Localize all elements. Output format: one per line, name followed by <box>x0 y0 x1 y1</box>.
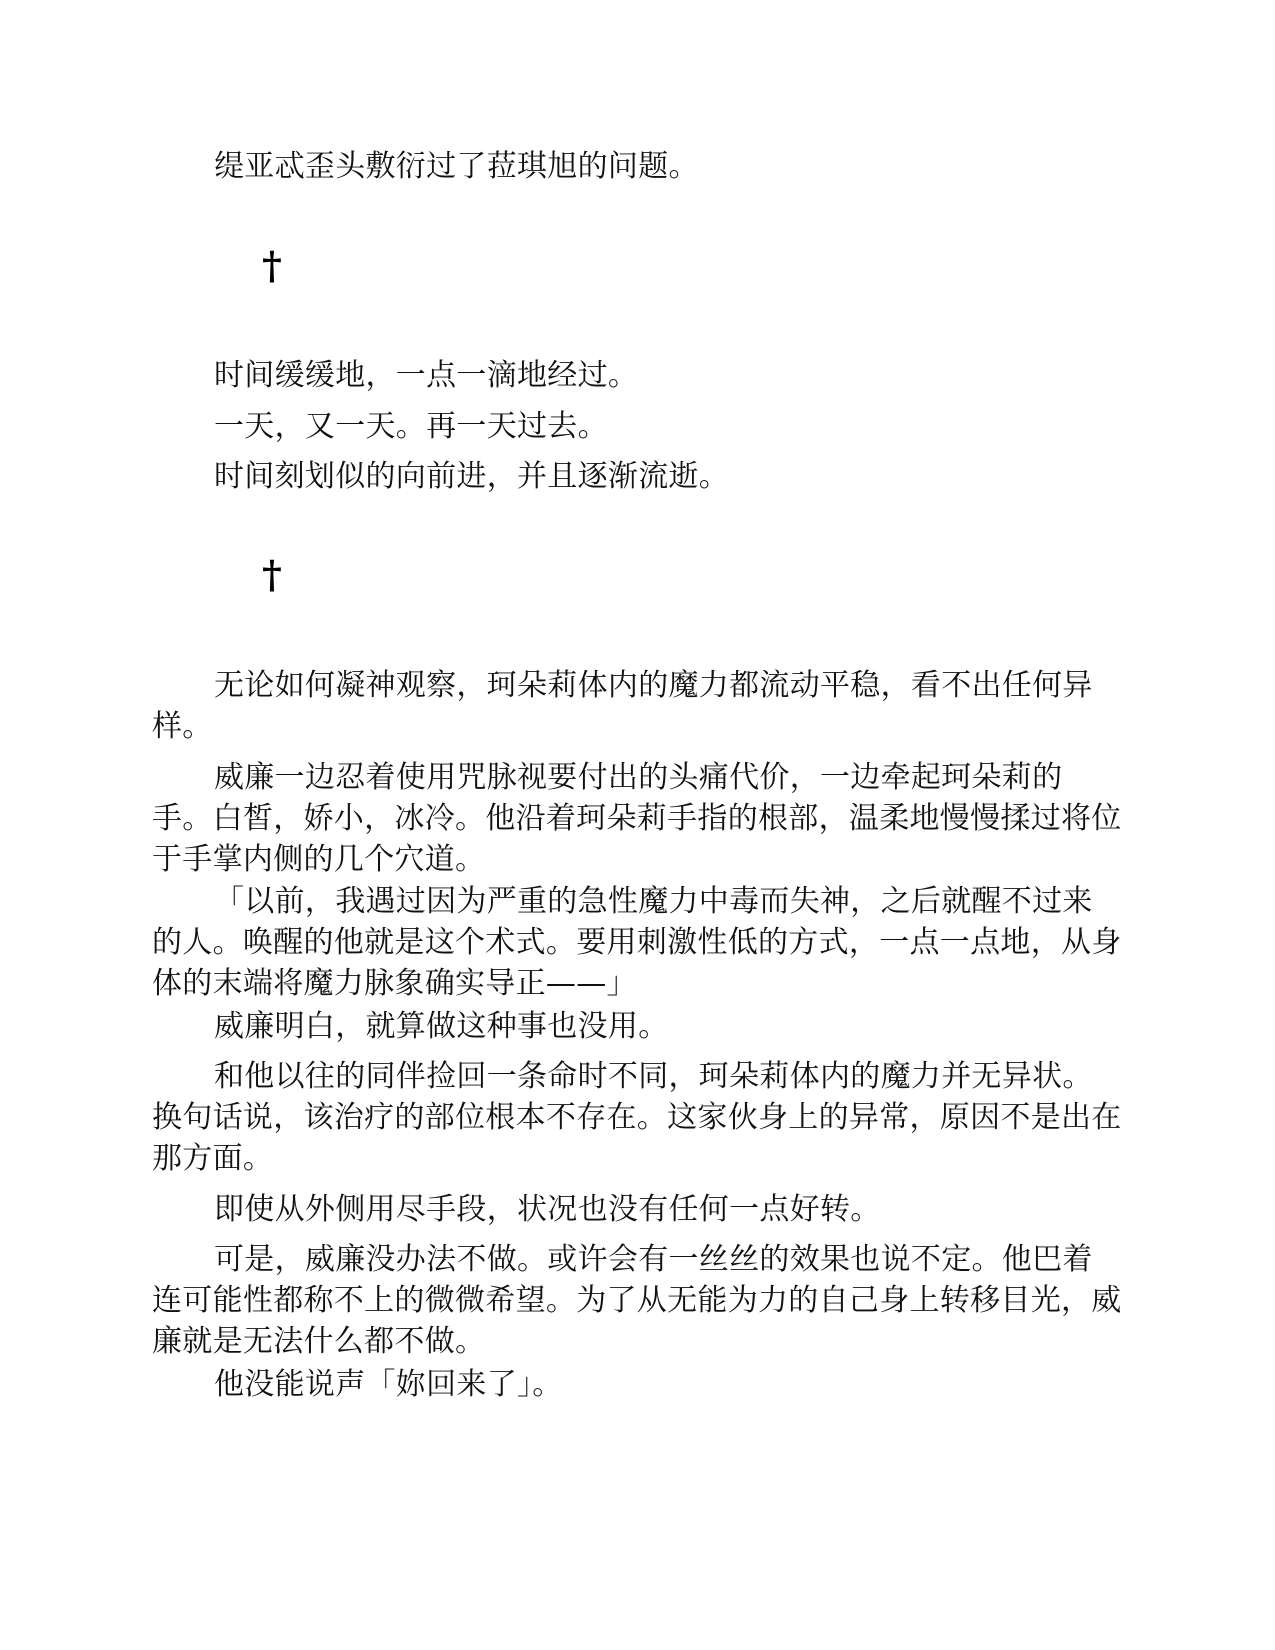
paragraph-11: 可是，威廉没办法不做。或许会有一丝丝的效果也说不定。他巴着连可能性都称不上的微微希望。为了从无能为力的自己身上转移目光，威廉就是无法什么都不做。 <box>152 1242 1122 1359</box>
section-separator-dagger-1: † <box>262 243 282 288</box>
paragraph-7: 「以前，我遇过因为严重的急性魔力中毒而失神，之后就醒不过来的人。唤醒的他就是这个术式。要用刺激性低的方式，一点一点地，从身体的末端将魔力脉象确实导正——」 <box>152 884 1122 1001</box>
paragraph-3: 一天，又一天。再一天过去。 <box>214 409 608 444</box>
paragraph-12: 他没能说声「妳回来了」。 <box>214 1367 563 1402</box>
paragraph-8: 威廉明白，就算做这种事也没用。 <box>214 1009 669 1044</box>
paragraph-1: 缇亚忒歪头敷衍过了菈琪旭的问题。 <box>214 149 699 184</box>
paragraph-10: 即使从外侧用尽手段，状况也没有任何一点好转。 <box>214 1192 881 1227</box>
paragraph-4: 时间刻划似的向前进，并且逐渐流逝。 <box>214 459 730 494</box>
paragraph-9: 和他以往的同伴捡回一条命时不同，珂朵莉体内的魔力并无异状。换句话说，该治疗的部位根本不存在。这家伙身上的异常，原因不是出在那方面。 <box>152 1059 1122 1176</box>
section-separator-dagger-2: † <box>262 552 282 597</box>
paragraph-6: 威廉一边忍着使用咒脉视要付出的头痛代价，一边牵起珂朵莉的手。白皙，娇小，冰冷。他沿着珂朵莉手指的根部，温柔地慢慢揉过将位于手掌内侧的几个穴道。 <box>152 760 1122 877</box>
paragraph-5: 无论如何凝神观察，珂朵莉体内的魔力都流动平稳，看不出任何异样。 <box>152 668 1093 744</box>
paragraph-2: 时间缓缓地，一点一滴地经过。 <box>214 358 639 393</box>
